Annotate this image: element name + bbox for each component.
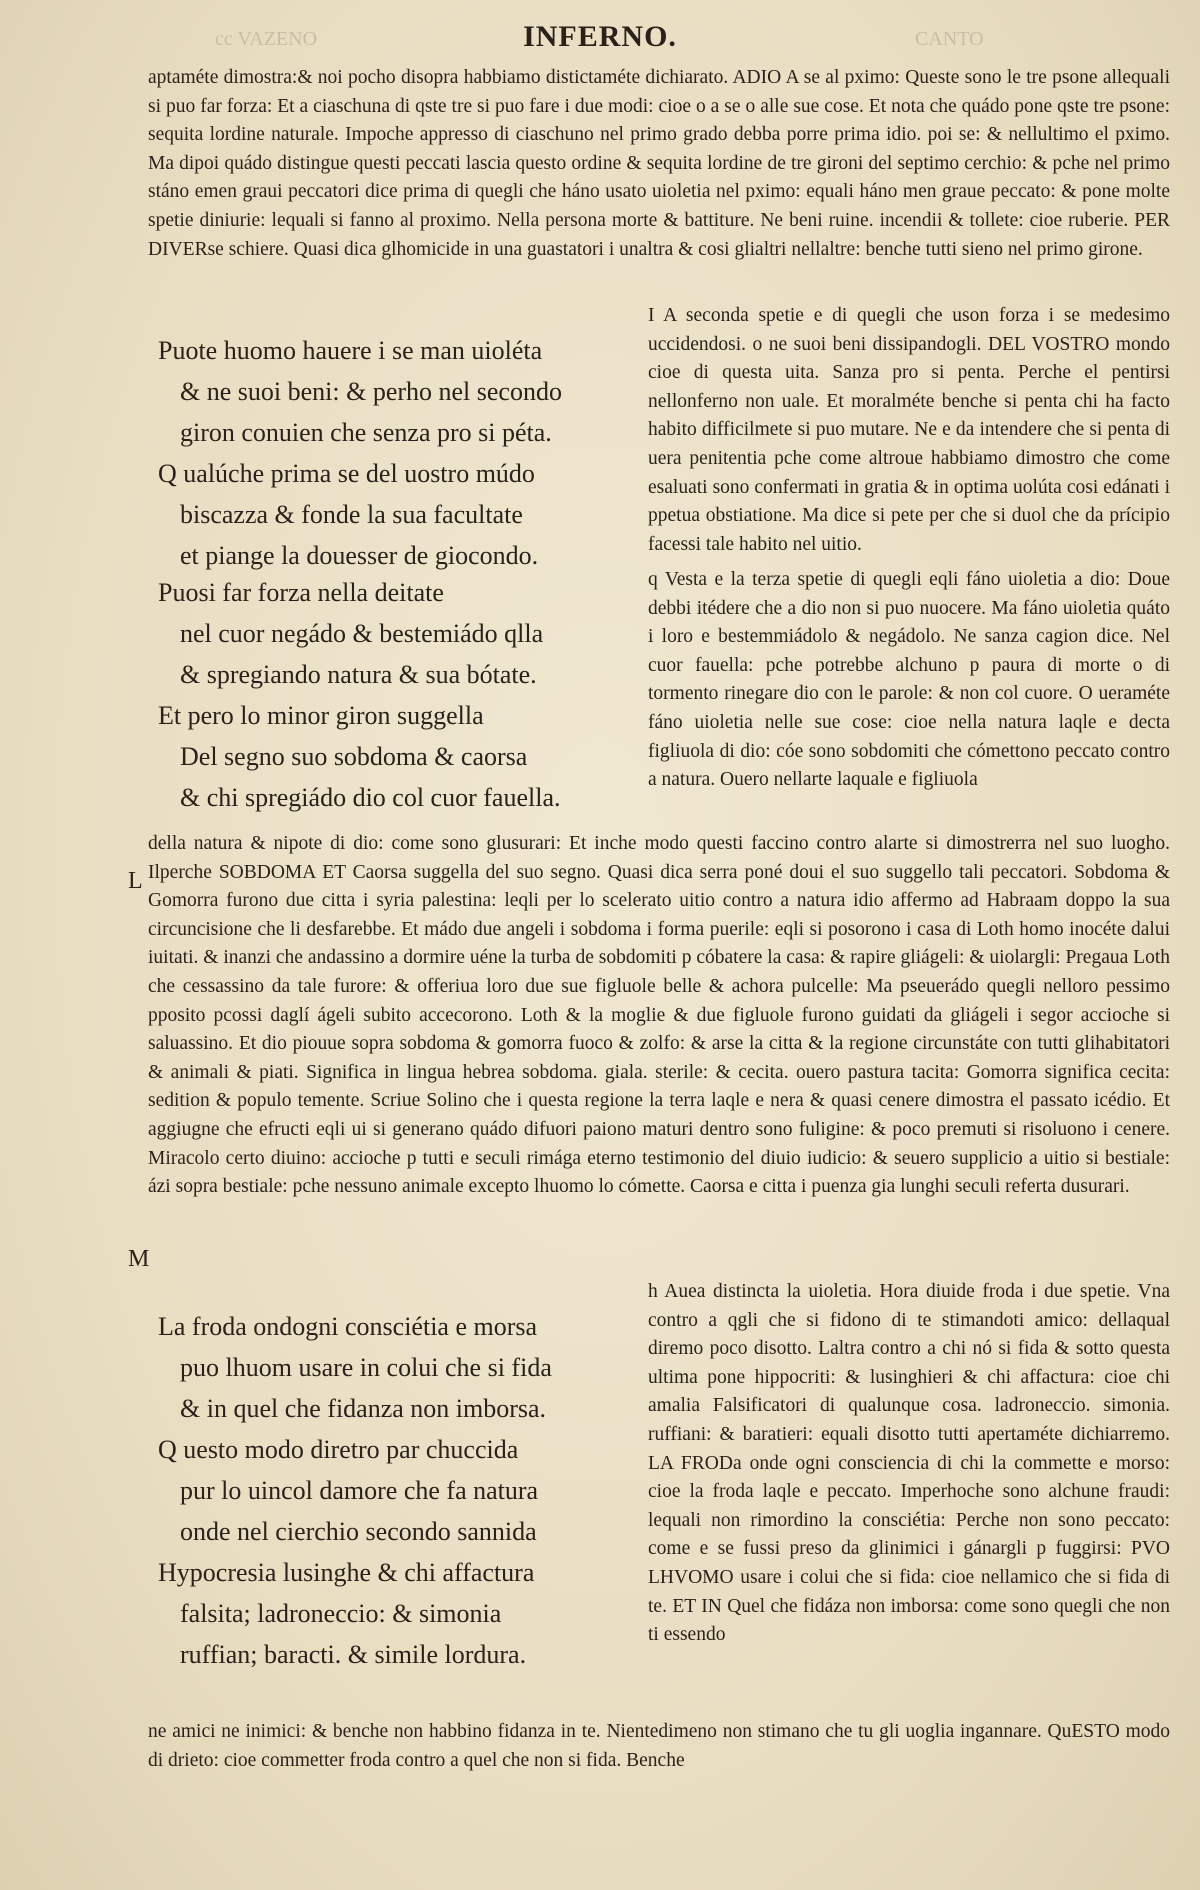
page-title: INFERNO. [523,20,677,53]
middle-commentary: della natura & nipote di dio: come sono glusurari: Et inche modo questi faccino contro alarte si dimostrerra nel suo luogho. Ilperche SOBDOMA ET Caorsa suggella del suo segno. Quasi dica serra poné doui el suo suggello tali peccatori. Sobdoma & Gomorra furono due citta i syria palestina: leqli per lo scelerato uitio contro a natura idio affermo ad Habraam doppo la sua circuncisione che li desfarebbe. Et mádo due angeli i sobdoma i forma puerile: eqli si posorono i casa di Loth homo inocéte dalui iuitati. & inanzi che andassino a dormire uéne la turba de sobdomiti p cóbatere la casa: & rapire gliágeli: & uiolargli: Pregaua Loth che cessassino da tale furore: & offeriua loro due sue figluole belle & achora pulcelle: Ma pseuerádo quegli nelloro pessimo pposito pcossi daglí ágeli subito accecorono. Loth & la moglie & due figluole furono guidati da gliágeli i segor accioche si saluassino. Et dio piouue sopra sobdoma & gomorra fuoco & zolfo: & arse la citta & la regione circunstáte con tutti glihabitatori & animali & piati. Significa in lingua hebrea sobdoma. giala. sterile: & cecita. ouero pastura tacita: Gomorra significa cecita: sedition & populo temente. Scriue Solino che i questa regione la terra laqle e nera & quasi cenere dimostra el passato icédio. Et aggiugne che efructi eqli ui si generano quádo difuori paiono maturi dentro sono fuligine: & poco premuti si risoluono i cenere. Miracolo certo diuino: accioche p tutti e seculi rimága eterno testimonio del diuio iudicio: & seuero supplicio a uitio si bestiale: ázi sopra bestiale: pche nessuno animale excepto lhuomo lo cómette. Caorsa e citta i puenza gia lunghi seculi referta dusurari. [148,833,1170,1198]
top-commentary-block [148,64,1170,304]
verse-line: Q ualúche prima se del uostro múdo [158,459,535,488]
bottom-commentary: ne amici ne inimici: & benche non habbino fidanza in te. Nientedimeno non stimano che tu gli uoglia ingannare. QuESTO modo di drieto: cioe commetter froda contro a quel che non si fida. Benche [148,1721,1170,1771]
verse-block-2 [158,572,648,818]
verse-2-commentary: q Vesta e la terza spetie di quegli eqli fáno uioletia a dio: Doue debbi itédere che a dio non si puo nuocere. Ma fáno uioletia quáto i loro e bestemmiádolo & negádolo. Ne sanza cagion dice. Nel cuor fauella: pche potrebbe alchuno p paura di morte o di tormento rinegare dio con le parole: & non col cuore. O ueraméte fáno uioletia nelle sue cose: cioe nella natura laqle e decta figliuola di dio: cóe sono sobdomiti che cómettono peccato contro a natura. Ouero nellarte laquale e figliuola [648,569,1170,791]
verse-1-commentary-block [648,302,1170,564]
verse-line: pur lo uincol damore che fa natura [180,1476,539,1505]
verse-line: puo lhuom usare in colui che si fida [180,1353,552,1382]
verse-line: & ne suoi beni: & perho nel secondo [180,377,562,406]
verse-line: nel cuor negádo & bestemiádo qlla [180,619,544,648]
verse-3-commentary: h Auea distincta la uioletia. Hora diuide froda i due spetie. Vna contro a qgli che si fidono di te stimandoti amico: dellaqual diremo poco disotto. Laltra contro a chi nó si fida & sotto questa ultima pone hippocriti: & lusinghieri & chi affactura: cioe chi amalia Falsificatori di qualunque cosa. ladroneccio. simonia. ruffiani: & baratieri: equali disotto tutti apertaméte dichiarremo. LA FRODa onde ogni consciencia di chi la commette e morso: cioe la froda laqle e peccato. Imperhoche sono alchune fraudi: lequali non rimordino la consciétia: Perche non sono peccato: come e se fussi preso da glinimici i gánargli p fuggirsi: PVO LHVOMO usare i colui che si fida: cioe nellamico che si fida di te. ET IN Quel che fidáza non imborsa: come sono quegli che non ti essendo [648,1281,1170,1646]
verse-line: ruffian; baracti. & simile lordura. [180,1640,527,1669]
verse-line: Hypocresia lusinghe & chi affactura [158,1558,535,1587]
verse-line: Et pero lo minor giron suggella [158,701,484,730]
show-through-text-right: CANTO [915,28,984,50]
verse-line: La froda ondogni consciétia e morsa [158,1312,538,1341]
verse-line: et piange la douesser de giocondo. [180,541,539,570]
verse-1-commentary: I A seconda spetie e di quegli che uson forza i se medesimo uccidendosi. o ne suoi beni dissipandogli. DEL VOSTRO mondo cioe di questa uita. Sanza pro si penta. Perche el pentirsi nellonferno non uale. Et moralméte benche si penta chi ha facto habito difficilmete si puo mutare. Ne e da intendere che si penta di uera penitentia pche come altroue habbiamo dimostro che come esaluati sono confermati in gratia & in optima uolúta cosi edánati i ppetua obstiatione. Ma dice si pete per che si duol che da prícipio facessi tale habito nel uitio. [648,305,1170,555]
verse-line: Q uesto modo diretro par chuccida [158,1435,519,1464]
margin-letter-l: L [128,868,143,894]
verse-3-commentary-block [648,1278,1170,1713]
verse-line: giron conuien che senza pro si péta. [180,418,552,447]
verse-line: & chi spregiádo dio col cuor fauella. [180,783,561,812]
verse-line: Del segno suo sobdoma & caorsa [180,742,528,771]
bottom-commentary-block [148,1718,1170,1808]
verse-line: falsita; ladroneccio: & simonia [180,1599,502,1628]
top-commentary: aptaméte dimostra:& noi pocho disopra habbiamo distictaméte dichiarato. ADIO A se al pximo: Queste sono le tre psone allequali si puo far forza: Et a ciaschuna di qste tre si puo fare i due modi: cioe o a se o alle sue cose. Et nota che quádo pone qste tre psone: sequita lordine naturale. Impoche appresso di ciaschuno nel primo grado debba porre prima idio. poi se: & nellultimo el pximo. Ma dipoi quádo distingue questi peccati lascia questo ordine & sequita lordine de tre gironi del septimo cerchio: & pche nel primo stáno emen graui peccatori dice prima di quegli che háno usato uioletia nel pximo: equali háno men graue peccato: & pone molte spetie diniurie: lequali si fanno al proximo. Nella persona morte & battiture. Ne beni ruine. incendii & tollete: cioe ruberie. PER DIVERse schiere. Quasi dica glhomicide in una guastatori i unaltra & cosi glialtri nellaltre: benche tutti sieno nel primo girone. [148,67,1170,260]
show-through-text-left: cc VAZENO [215,28,318,50]
verse-line: onde nel cierchio secondo sannida [180,1517,537,1546]
margin-letter-m: M [128,1246,150,1272]
verse-line: biscazza & fonde la sua facultate [180,500,523,529]
verse-line: & in quel che fidanza non imborsa. [180,1394,547,1423]
verse-block-3 [158,1306,648,1675]
verse-line: & spregiando natura & sua bótate. [180,660,537,689]
middle-commentary-block [148,830,1170,1270]
verse-block-1 [158,330,648,576]
verse-2-commentary-block [648,566,1170,828]
verse-line: Puosi far forza nella deitate [158,578,444,607]
verse-line: Puote huomo hauere i se man uioléta [158,336,543,365]
